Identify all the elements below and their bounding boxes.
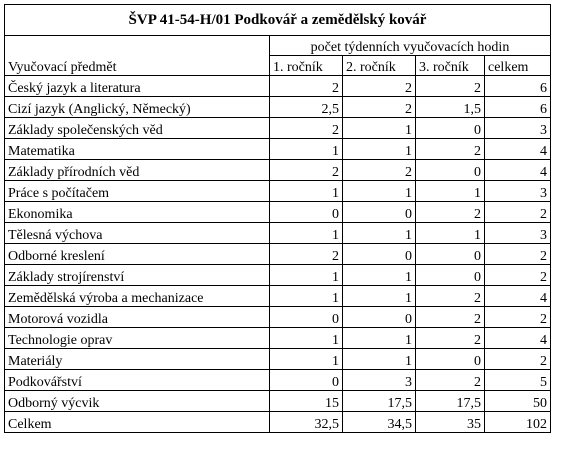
year-2-hours-cell: 1 bbox=[343, 349, 416, 370]
subject-cell: Materiály bbox=[5, 349, 270, 370]
table-row bbox=[5, 118, 551, 139]
year-2-hours-cell: 1 bbox=[343, 328, 416, 349]
column-header-year-2: 2. ročník bbox=[343, 56, 416, 76]
year-1-hours-cell: 1 bbox=[270, 328, 343, 349]
year-3-hours-cell: 0 bbox=[416, 244, 485, 265]
year-2-hours-cell: 3 bbox=[343, 370, 416, 391]
year-1-hours-cell: 32,5 bbox=[270, 412, 343, 433]
table-row bbox=[5, 265, 551, 286]
curriculum-table bbox=[4, 4, 551, 433]
year-1-hours-cell: 2 bbox=[270, 244, 343, 265]
subject-cell: Odborný výcvik bbox=[5, 391, 270, 412]
table-row bbox=[5, 370, 551, 391]
table-row bbox=[5, 412, 551, 433]
column-header-year-1: 1. ročník bbox=[270, 56, 343, 76]
year-1-hours-cell: 0 bbox=[270, 370, 343, 391]
subject-cell: Základy strojírenství bbox=[5, 265, 270, 286]
table-row bbox=[5, 244, 551, 265]
table-row bbox=[5, 97, 551, 118]
year-3-hours-cell: 1,5 bbox=[416, 97, 485, 118]
total-hours-cell: 2 bbox=[485, 265, 551, 286]
subject-cell: Český jazyk a literatura bbox=[5, 76, 270, 97]
total-hours-cell: 3 bbox=[485, 181, 551, 202]
table-row bbox=[5, 223, 551, 244]
subject-cell: Matematika bbox=[5, 139, 270, 160]
subject-cell: Podkovářství bbox=[5, 370, 270, 391]
subject-cell: Odborné kreslení bbox=[5, 244, 270, 265]
total-hours-cell: 2 bbox=[485, 244, 551, 265]
total-hours-cell: 3 bbox=[485, 118, 551, 139]
group-header-row bbox=[5, 36, 551, 56]
year-1-hours-cell: 0 bbox=[270, 202, 343, 223]
total-hours-cell: 4 bbox=[485, 139, 551, 160]
year-3-hours-cell: 35 bbox=[416, 412, 485, 433]
total-hours-cell: 2 bbox=[485, 202, 551, 223]
year-3-hours-cell: 1 bbox=[416, 181, 485, 202]
year-2-hours-cell: 1 bbox=[343, 223, 416, 244]
subject-cell: Technologie oprav bbox=[5, 328, 270, 349]
subject-column-header: Vyučovací předmět bbox=[5, 36, 270, 76]
year-1-hours-cell: 1 bbox=[270, 139, 343, 160]
year-1-hours-cell: 1 bbox=[270, 349, 343, 370]
year-1-hours-cell: 15 bbox=[270, 391, 343, 412]
year-2-hours-cell: 1 bbox=[343, 286, 416, 307]
table-row bbox=[5, 391, 551, 412]
year-3-hours-cell: 1 bbox=[416, 223, 485, 244]
subject-cell: Základy společenských věd bbox=[5, 118, 270, 139]
year-3-hours-cell: 2 bbox=[416, 328, 485, 349]
year-3-hours-cell: 2 bbox=[416, 139, 485, 160]
year-3-hours-cell: 0 bbox=[416, 118, 485, 139]
year-3-hours-cell: 0 bbox=[416, 265, 485, 286]
title-row bbox=[5, 5, 551, 36]
year-3-hours-cell: 0 bbox=[416, 349, 485, 370]
table-row bbox=[5, 286, 551, 307]
year-2-hours-cell: 1 bbox=[343, 139, 416, 160]
subject-cell: Základy přírodních věd bbox=[5, 160, 270, 181]
year-1-hours-cell: 1 bbox=[270, 181, 343, 202]
year-2-hours-cell: 17,5 bbox=[343, 391, 416, 412]
subject-cell: Cizí jazyk (Anglický, Německý) bbox=[5, 97, 270, 118]
year-2-hours-cell: 2 bbox=[343, 97, 416, 118]
table-row bbox=[5, 139, 551, 160]
table-title: ŠVP 41-54-H/01 Podkovář a zemědělský kovář bbox=[5, 5, 551, 36]
table-row bbox=[5, 76, 551, 97]
total-hours-cell: 6 bbox=[485, 97, 551, 118]
year-2-hours-cell: 2 bbox=[343, 76, 416, 97]
hours-group-header: počet týdenních vyučovacích hodin bbox=[270, 36, 551, 56]
year-1-hours-cell: 2 bbox=[270, 160, 343, 181]
total-hours-cell: 4 bbox=[485, 328, 551, 349]
year-1-hours-cell: 1 bbox=[270, 223, 343, 244]
column-header-year-3: 3. ročník bbox=[416, 56, 485, 76]
year-2-hours-cell: 0 bbox=[343, 307, 416, 328]
subject-cell: Ekonomika bbox=[5, 202, 270, 223]
curriculum-table-container bbox=[4, 4, 563, 433]
table-row bbox=[5, 307, 551, 328]
subject-cell: Motorová vozidla bbox=[5, 307, 270, 328]
year-3-hours-cell: 2 bbox=[416, 307, 485, 328]
year-1-hours-cell: 1 bbox=[270, 286, 343, 307]
year-3-hours-cell: 17,5 bbox=[416, 391, 485, 412]
subject-cell: Tělesná výchova bbox=[5, 223, 270, 244]
year-1-hours-cell: 2 bbox=[270, 76, 343, 97]
year-2-hours-cell: 34,5 bbox=[343, 412, 416, 433]
year-3-hours-cell: 2 bbox=[416, 202, 485, 223]
subject-cell: Zemědělská výroba a mechanizace bbox=[5, 286, 270, 307]
subject-cell: Práce s počítačem bbox=[5, 181, 270, 202]
year-2-hours-cell: 1 bbox=[343, 265, 416, 286]
total-hours-cell: 4 bbox=[485, 160, 551, 181]
total-hours-cell: 2 bbox=[485, 349, 551, 370]
year-3-hours-cell: 2 bbox=[416, 370, 485, 391]
total-hours-cell: 6 bbox=[485, 76, 551, 97]
year-1-hours-cell: 0 bbox=[270, 307, 343, 328]
year-2-hours-cell: 0 bbox=[343, 202, 416, 223]
year-3-hours-cell: 2 bbox=[416, 76, 485, 97]
total-hours-cell: 5 bbox=[485, 370, 551, 391]
total-hours-cell: 3 bbox=[485, 223, 551, 244]
total-hours-cell: 4 bbox=[485, 286, 551, 307]
total-hours-cell: 50 bbox=[485, 391, 551, 412]
year-1-hours-cell: 2 bbox=[270, 118, 343, 139]
column-header-total: celkem bbox=[485, 56, 551, 76]
total-hours-cell: 2 bbox=[485, 307, 551, 328]
table-body bbox=[5, 76, 551, 433]
table-row bbox=[5, 160, 551, 181]
year-2-hours-cell: 0 bbox=[343, 244, 416, 265]
subject-cell: Celkem bbox=[5, 412, 270, 433]
table-row bbox=[5, 202, 551, 223]
year-2-hours-cell: 1 bbox=[343, 118, 416, 139]
table-row bbox=[5, 349, 551, 370]
table-row bbox=[5, 181, 551, 202]
year-1-hours-cell: 1 bbox=[270, 265, 343, 286]
year-2-hours-cell: 1 bbox=[343, 181, 416, 202]
year-3-hours-cell: 2 bbox=[416, 286, 485, 307]
year-3-hours-cell: 0 bbox=[416, 160, 485, 181]
year-2-hours-cell: 2 bbox=[343, 160, 416, 181]
table-row bbox=[5, 328, 551, 349]
total-hours-cell: 102 bbox=[485, 412, 551, 433]
year-1-hours-cell: 2,5 bbox=[270, 97, 343, 118]
